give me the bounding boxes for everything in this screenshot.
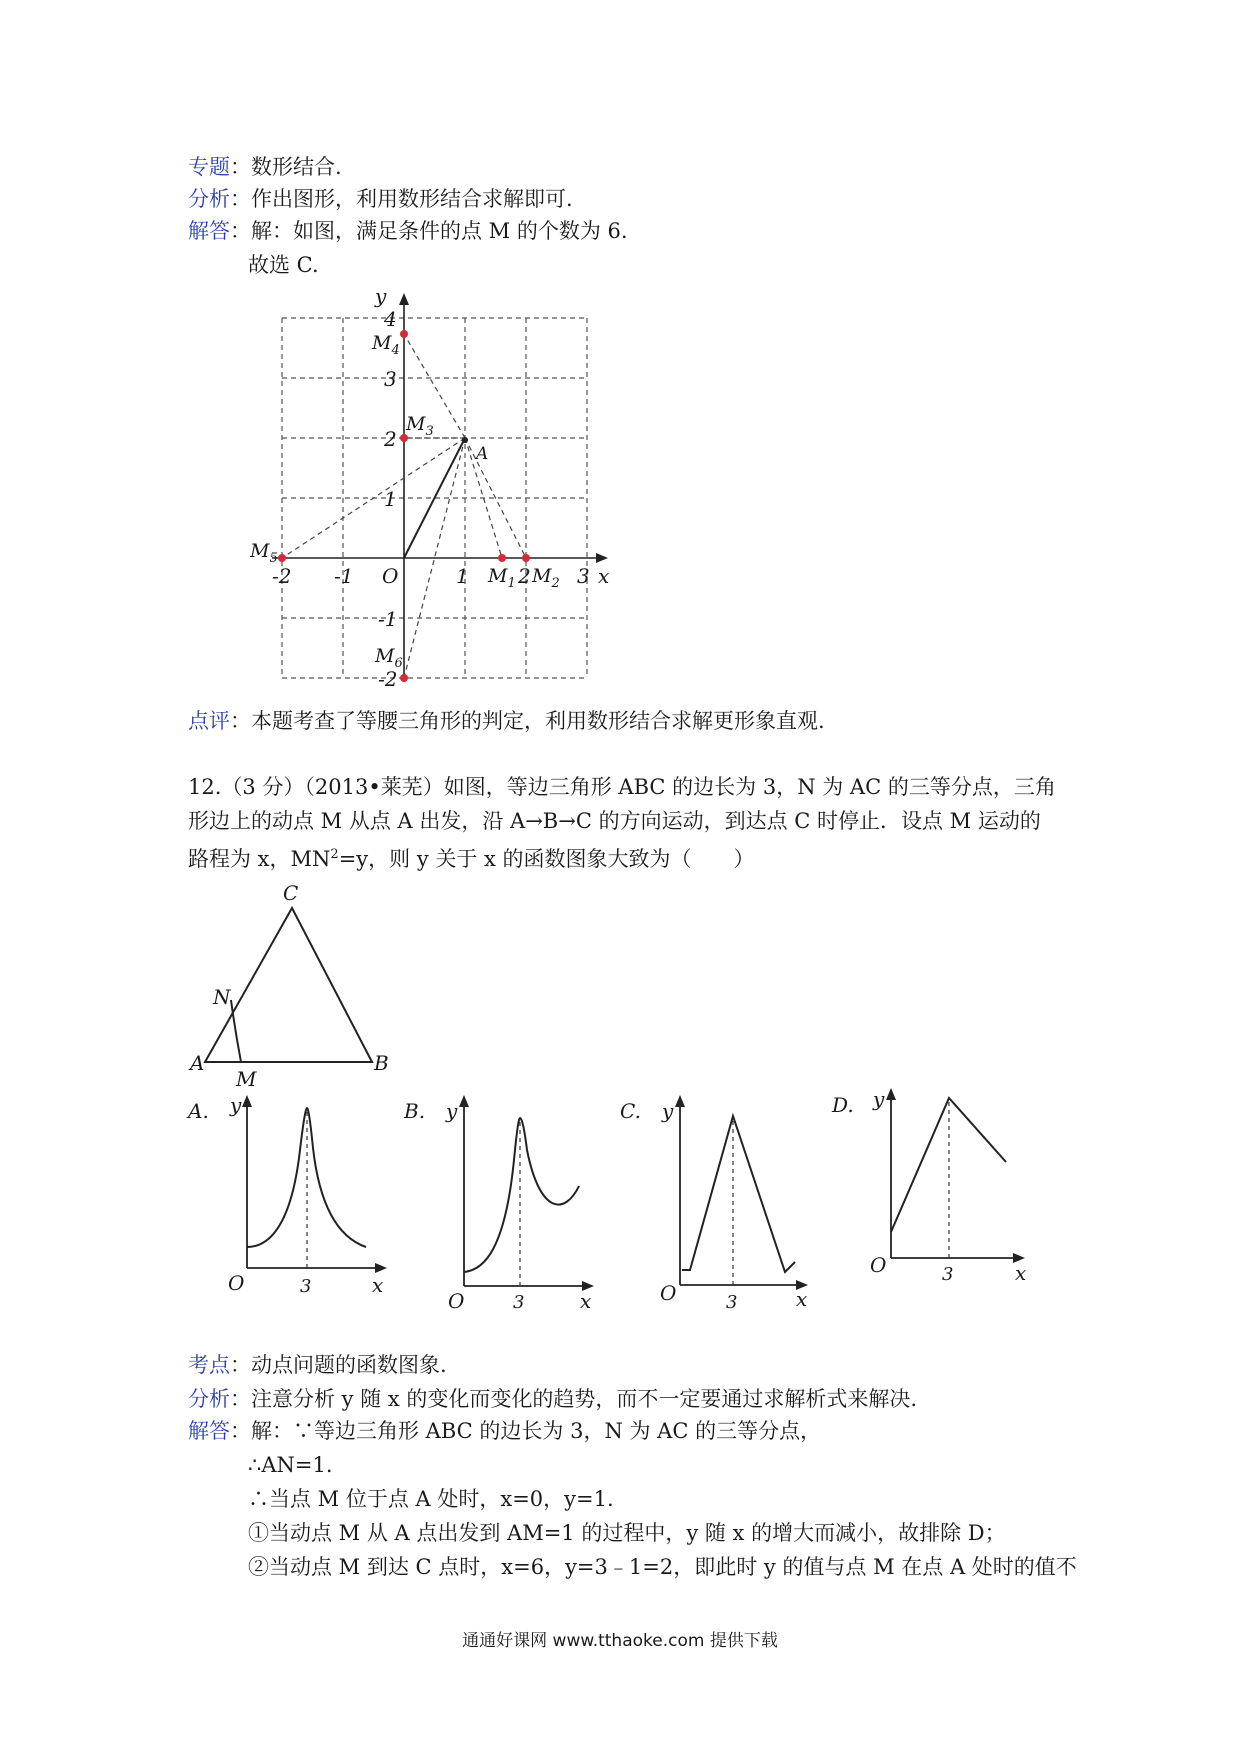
option-D-origin: O bbox=[870, 1253, 887, 1277]
key-point-label: 考点 bbox=[188, 1353, 230, 1377]
option-C-graph bbox=[620, 1095, 808, 1313]
y-tick: -2 bbox=[378, 667, 398, 691]
option-D-graph bbox=[831, 1087, 1026, 1285]
option-C-tick: 3 bbox=[726, 1292, 738, 1313]
triangle-label-M: M bbox=[236, 1067, 257, 1091]
option-D-tick: 3 bbox=[942, 1264, 954, 1285]
option-A-letter: A. bbox=[188, 1099, 209, 1123]
triangle-label-C: C bbox=[283, 881, 299, 905]
origin-label: O bbox=[382, 564, 399, 588]
option-B-letter: B. bbox=[404, 1099, 426, 1123]
x-tick: -2 bbox=[272, 564, 292, 588]
option-B-x: x bbox=[580, 1289, 592, 1313]
question-line-3-a: 路程为 x，MN bbox=[188, 847, 331, 871]
label-M4: $M_4$ bbox=[372, 332, 400, 358]
x-tick: 3 bbox=[577, 564, 590, 588]
option-B-tick: 3 bbox=[513, 1292, 525, 1313]
label-M3: $M_3$ bbox=[406, 413, 434, 439]
option-C-letter: C. bbox=[620, 1099, 641, 1123]
point-A-label: A bbox=[476, 444, 489, 464]
key-point-line bbox=[188, 1350, 447, 1380]
topic-label: 专题 bbox=[188, 155, 230, 179]
question-line-2: 形边上的动点 M 从点 A 出发，沿 A→B→C 的方向运动，到达点 C 时停止．设点 M 运动的 bbox=[188, 809, 1041, 833]
solution-line-4: ∴AN=1. bbox=[248, 1453, 333, 1477]
answer-label: 解答 bbox=[188, 219, 230, 243]
answer2-line bbox=[188, 1416, 821, 1446]
answer-text: ：解：如图，满足条件的点 M 的个数为 6. bbox=[230, 219, 628, 243]
label-M1: $M_1$ bbox=[488, 565, 516, 591]
solution-line-7: ②当动点 M 到达 C 点时，x=6，y=3﹣1=2，即此时 y 的值与点 M 在点 A 处时的值不 bbox=[248, 1555, 1077, 1579]
y-axis-label: y bbox=[375, 284, 387, 308]
label-M5: $M_5$ bbox=[250, 540, 278, 566]
x-axis-label: x bbox=[598, 564, 610, 588]
option-B-graph bbox=[403, 1095, 594, 1313]
superscript: 2 bbox=[330, 847, 339, 862]
question-line-1: 12.（3 分）（2013•莱芜）如图，等边三角形 ABC 的边长为 3，N 为 AC 的三等分点，三角 bbox=[188, 775, 1056, 799]
triangle-label-N: N bbox=[213, 985, 231, 1009]
analysis-label: 分析 bbox=[188, 187, 230, 211]
x-tick: 1 bbox=[456, 564, 469, 588]
solution-line-6: ①当动点 M 从 A 点出发到 AM=1 的过程中，y 随 x 的增大而减小，故排除 D； bbox=[248, 1521, 1006, 1545]
comment-text: ：本题考查了等腰三角形的判定，利用数形结合求解更形象直观. bbox=[230, 709, 825, 733]
option-C-x: x bbox=[796, 1287, 808, 1311]
option-B-origin: O bbox=[448, 1289, 465, 1313]
label-M6: $M_6$ bbox=[375, 645, 403, 671]
analysis2-line bbox=[188, 1384, 917, 1414]
option-A-graph bbox=[186, 1093, 387, 1297]
option-B-y: y bbox=[446, 1099, 458, 1123]
option-A-x: x bbox=[372, 1273, 384, 1297]
label-M2: $M_2$ bbox=[532, 565, 560, 591]
option-D-letter: D. bbox=[832, 1093, 854, 1117]
option-A-y: y bbox=[230, 1093, 242, 1117]
key-point-text: ：动点问题的函数图象. bbox=[230, 1353, 447, 1377]
y-tick: 4 bbox=[384, 307, 397, 331]
x-tick: -1 bbox=[334, 564, 354, 588]
solution-line-5: ∴当点 M 位于点 A 处时，x=0，y=1. bbox=[248, 1487, 614, 1511]
option-D-y: y bbox=[873, 1087, 885, 1111]
choice-line: 故选 C. bbox=[248, 253, 319, 277]
option-D-x: x bbox=[1015, 1261, 1027, 1285]
comment-label: 点评 bbox=[188, 709, 230, 733]
option-A-origin: O bbox=[228, 1271, 245, 1295]
analysis-text: ：作出图形，利用数形结合求解即可. bbox=[230, 187, 573, 211]
triangle-label-A: A bbox=[190, 1051, 205, 1075]
option-C-origin: O bbox=[660, 1281, 677, 1305]
analysis2-label: 分析 bbox=[188, 1387, 230, 1411]
question-line-3-b: =y，则 y 关于 x 的函数图象大致为（ ） bbox=[338, 847, 755, 871]
topic-text: ：数形结合. bbox=[230, 155, 342, 179]
x-tick: 2 bbox=[518, 564, 531, 588]
y-tick: 2 bbox=[384, 427, 397, 451]
y-tick: -1 bbox=[378, 607, 398, 631]
option-C-y: y bbox=[662, 1099, 674, 1123]
y-tick: 1 bbox=[384, 487, 397, 511]
triangle-label-B: B bbox=[374, 1051, 389, 1075]
option-A-tick: 3 bbox=[300, 1276, 312, 1297]
answer2-label: 解答 bbox=[188, 1419, 230, 1443]
y-tick: 3 bbox=[384, 367, 397, 391]
page-footer: 通通好课网 www.tthaoke.com 提供下载 bbox=[462, 1631, 778, 1651]
answer2-text: ：解：∵等边三角形 ABC 的边长为 3，N 为 AC 的三等分点， bbox=[230, 1419, 822, 1443]
analysis2-text: ：注意分析 y 随 x 的变化而变化的趋势，而不一定要通过求解析式来解决. bbox=[230, 1387, 918, 1411]
